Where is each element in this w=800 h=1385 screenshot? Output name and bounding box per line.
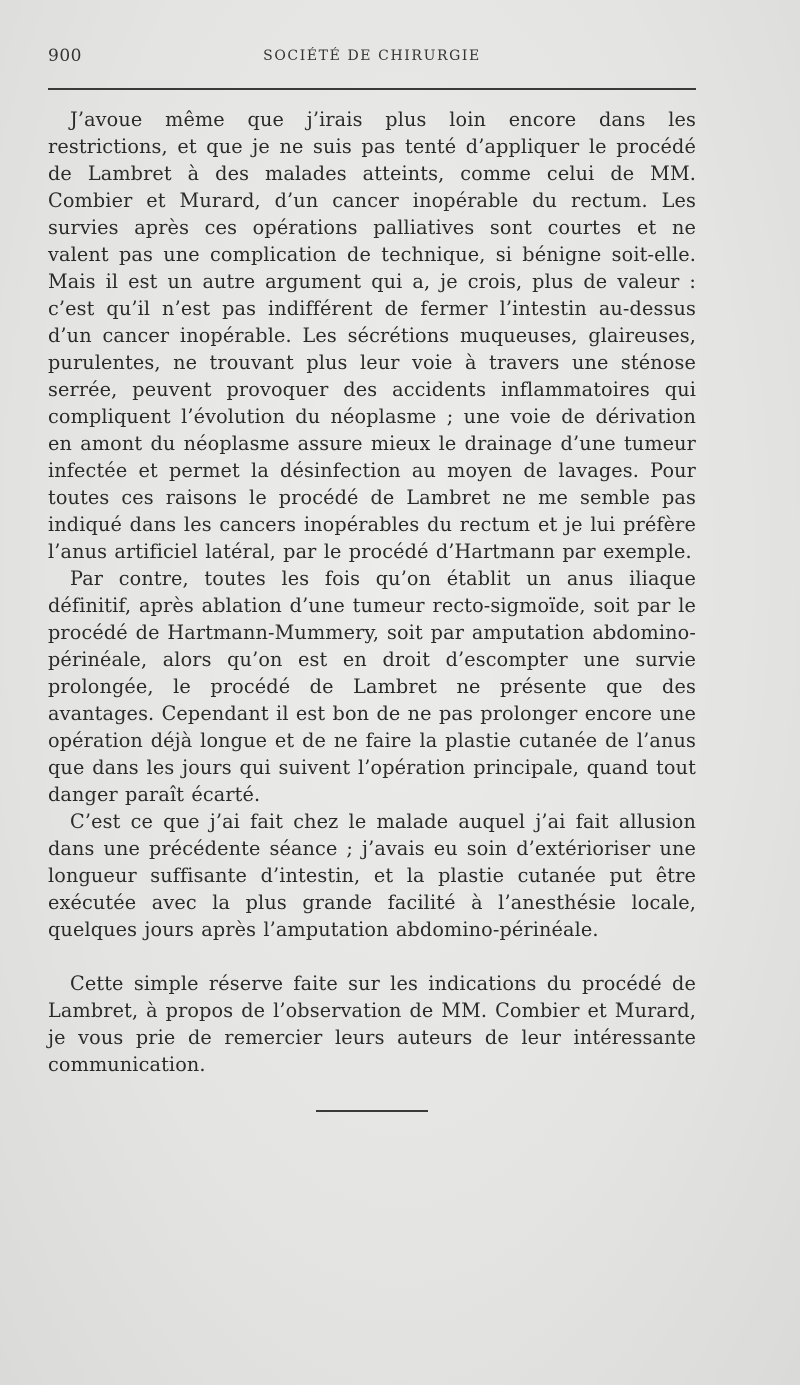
header-divider	[48, 88, 696, 90]
paragraph: C’est ce que j’ai fait chez le malade auquel j’ai fait allusion dans une précédente séance ; j’avais eu soin d’extérioriser une longueur suffisante d’intestin, et la plastie cutanée put être exécutée avec la plus grande facilité à l’anesthésie locale, quelques jours après l’amputation abdomino-périnéale.	[48, 810, 696, 941]
paragraph: Par contre, toutes les fois qu’on établit un anus iliaque définitif, après ablation d’une tumeur recto-sigmoïde, soit par le procédé de Hartmann-Mummery, soit par amputation abdomino-périnéale, alors qu’on est en droit d’escompter une survie prolongée, le procédé de Lambret ne présente que des avantages. Cependant il est bon de ne pas prolonger encore une opération déjà longue et de ne faire la plastie cutanée de l’anus que dans les jours qui suivent l’opération principale, quand tout danger paraît écarté.	[48, 567, 696, 806]
paragraph: J’avoue même que j’irais plus loin encore dans les restrictions, et que je ne suis pas tenté d’appliquer le procédé de Lambret à des malades atteints, comme celui de MM. Combier et Murard, d’un cancer inopérable du rectum. Les survies après ces opérations palliatives sont courtes et ne valent pas une complication de technique, si bénigne soit-elle. Mais il est un autre argument qui a, je crois, plus de valeur : c’est qu’il n’est pas indifférent de fermer l’intestin au-dessus d’un cancer inopérable. Les sécrétions muqueuses, glaireuses, purulentes, ne trouvant plus leur voie à travers une sténose serrée, peuvent provoquer des accidents inflammatoires qui compliquent l’évolution du néoplasme ; une voie de dérivation en amont du néoplasme assure mieux le drainage d’une tumeur infectée et permet la désinfection au moyen de lavages. Pour toutes ces raisons le procédé de Lambret ne me semble pas indiqué dans les cancers inopérables du rectum et je lui préfère l’anus artificiel latéral, par le procédé d’Hartmann par exemple.	[48, 108, 696, 563]
section-end-rule	[316, 1110, 428, 1112]
page-header	[48, 44, 696, 74]
running-title: SOCIÉTÉ DE CHIRURGIE	[263, 48, 481, 64]
body-text	[48, 106, 696, 1078]
page-number: 900	[48, 46, 82, 66]
paragraph: Cette simple réserve faite sur les indications du procédé de Lambret, à propos de l’observation de MM. Combier et Murard, je vous prie de remercier leurs auteurs de leur intéressante communication.	[48, 972, 696, 1076]
